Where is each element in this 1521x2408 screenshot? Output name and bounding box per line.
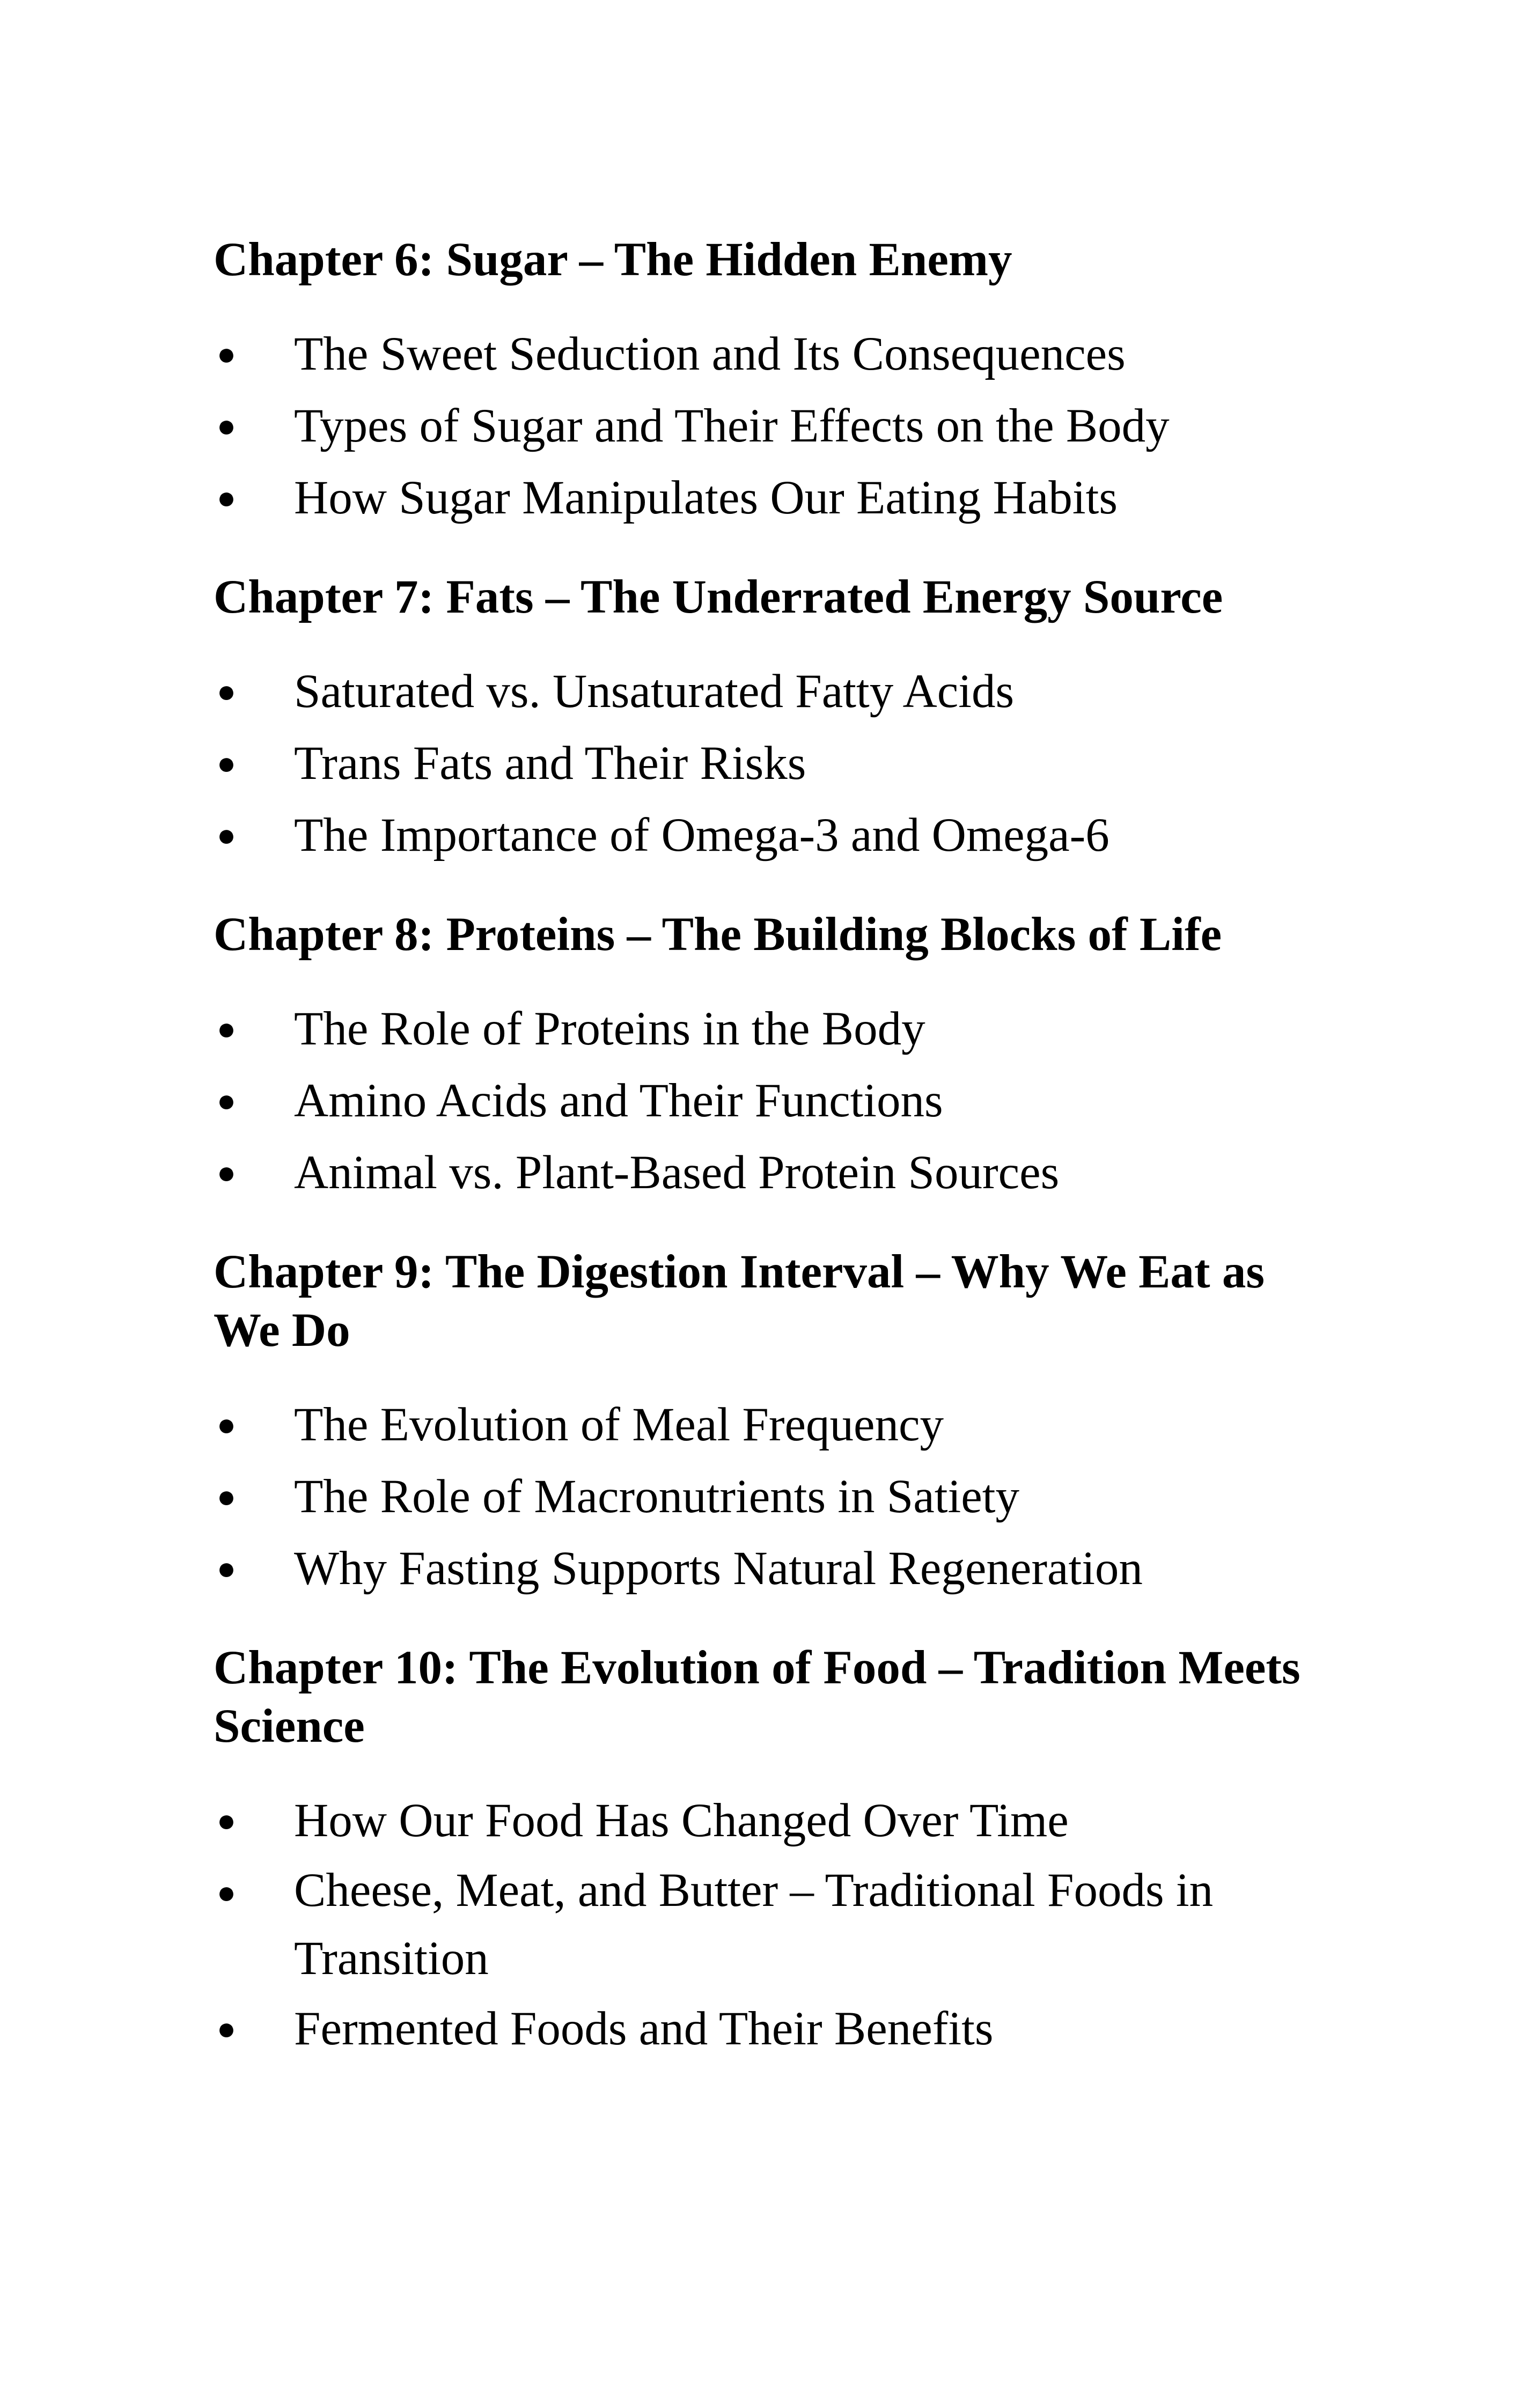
bullet-icon: ● (216, 1155, 237, 1190)
bullet-icon: ● (216, 674, 237, 709)
list-item (214, 993, 1340, 1065)
list-item (214, 462, 1340, 534)
bullet-icon: ● (216, 1407, 237, 1442)
list-item (214, 1389, 1340, 1461)
list-item-text: Cheese, Meat, and Butter – Traditional Foods in Transition (294, 1864, 1214, 1985)
list-item (214, 390, 1340, 462)
list-item (214, 1785, 1340, 1857)
bullet-icon: ● (216, 336, 237, 372)
bullet-icon: ● (216, 1083, 237, 1118)
bullet-icon: ● (216, 408, 237, 444)
bullet-icon: ● (216, 746, 237, 781)
bullet-icon: ● (216, 480, 237, 516)
list-item (214, 799, 1340, 871)
table-of-contents-page (214, 231, 1340, 2099)
list-item (214, 1065, 1340, 1137)
list-item (214, 1137, 1340, 1209)
list-item-text: Amino Acids and Their Functions (294, 1074, 943, 1127)
list-item (214, 1857, 1340, 1993)
list-item-text: The Importance of Omega-3 and Omega-6 (294, 809, 1109, 861)
list-item (214, 727, 1340, 799)
chapter-heading: Chapter 9: The Digestion Interval – Why We Eat as We Do (214, 1246, 1265, 1357)
chapter-heading: Chapter 7: Fats – The Underrated Energy Source (214, 571, 1223, 623)
chapter-topic-list (214, 656, 1340, 871)
list-item (214, 318, 1340, 390)
list-item-text: The Role of Macronutrients in Satiety (294, 1470, 1019, 1523)
chapter-6-section (214, 231, 1340, 534)
list-item-text: How Sugar Manipulates Our Eating Habits (294, 472, 1118, 524)
list-item-text: Types of Sugar and Their Effects on the Body (294, 400, 1170, 452)
chapter-heading: Chapter 6: Sugar – The Hidden Enemy (214, 233, 1012, 286)
bullet-icon: ● (216, 1803, 237, 1838)
bullet-icon: ● (216, 1479, 237, 1514)
list-item-text: The Evolution of Meal Frequency (294, 1398, 944, 1451)
list-item-text: The Role of Proteins in the Body (294, 1003, 925, 1055)
chapter-topic-list (214, 318, 1340, 534)
chapter-10-section (214, 1639, 1340, 2065)
bullet-icon: ● (216, 1011, 237, 1047)
bullet-icon: ● (216, 818, 237, 853)
list-item-text: The Sweet Seduction and Its Consequences (294, 328, 1126, 380)
chapter-topic-list (214, 1785, 1340, 2065)
list-item-text: Fermented Foods and Their Benefits (294, 2002, 994, 2055)
bullet-icon: ● (216, 2011, 237, 2046)
list-item-text: Animal vs. Plant-Based Protein Sources (294, 1146, 1060, 1199)
list-item (214, 1533, 1340, 1604)
chapter-topic-list (214, 1389, 1340, 1604)
list-item-text: Trans Fats and Their Risks (294, 737, 806, 790)
chapter-7-section (214, 568, 1340, 871)
list-item-text: Saturated vs. Unsaturated Fatty Acids (294, 665, 1015, 718)
list-item (214, 1461, 1340, 1533)
chapter-heading: Chapter 10: The Evolution of Food – Tradition Meets Science (214, 1641, 1300, 1752)
bullet-icon: ● (216, 1875, 237, 1910)
list-item (214, 656, 1340, 727)
list-item-text: How Our Food Has Changed Over Time (294, 1794, 1069, 1847)
chapter-8-section (214, 905, 1340, 1209)
list-item-text: Why Fasting Supports Natural Regeneration (294, 1542, 1143, 1595)
chapter-topic-list (214, 993, 1340, 1209)
list-item (214, 1993, 1340, 2065)
chapter-9-section (214, 1243, 1340, 1604)
bullet-icon: ● (216, 1551, 237, 1586)
chapter-heading: Chapter 8: Proteins – The Building Blocks of Life (214, 908, 1222, 961)
